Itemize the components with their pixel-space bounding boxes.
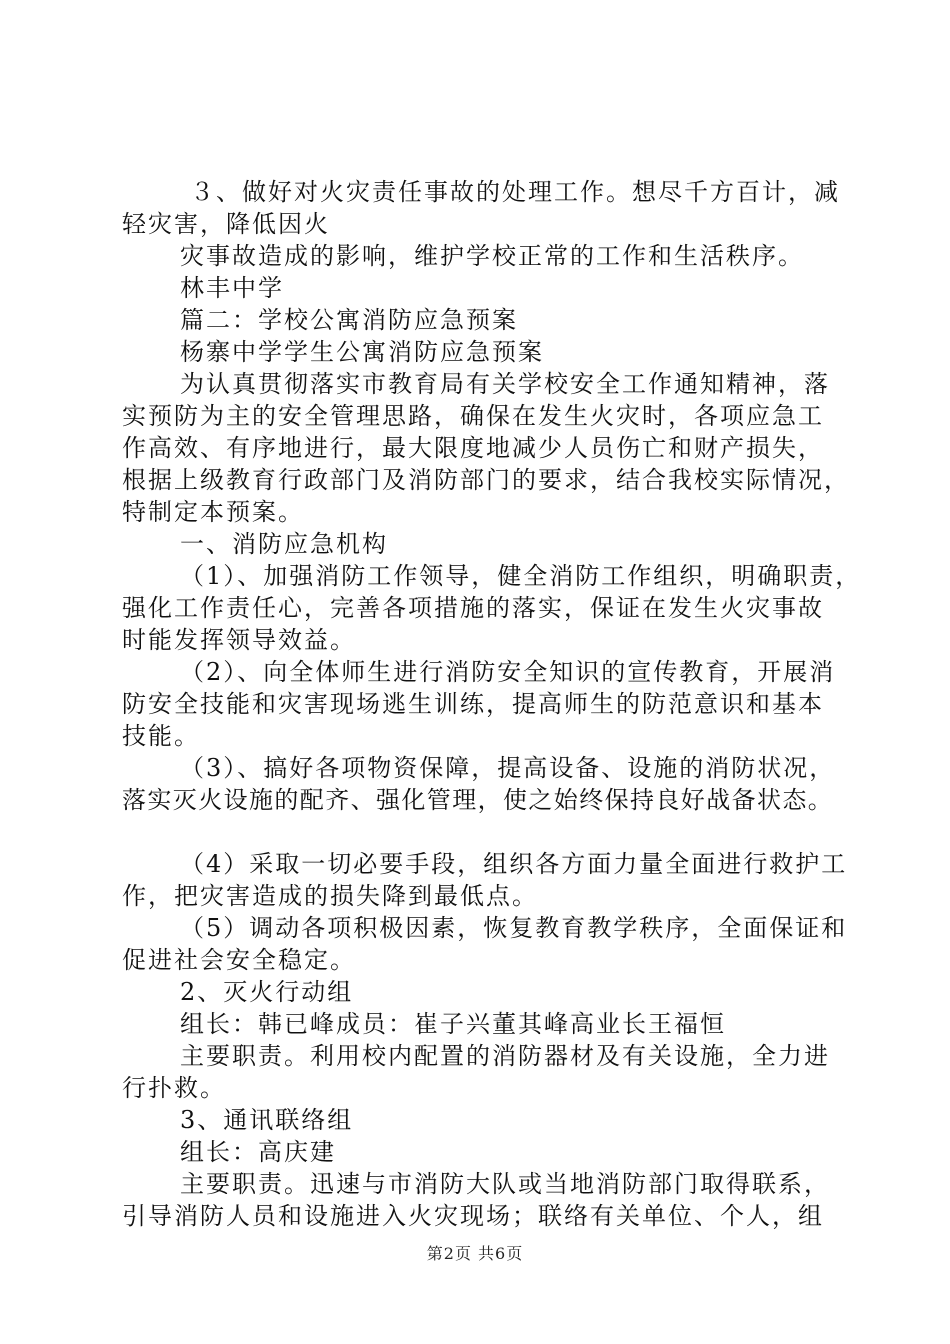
text-line: 特制定本预案。: [122, 498, 304, 526]
text-line: 落实灭火设施的配齐、强化管理，使之始终保持良好战备状态。: [122, 786, 834, 814]
text-line: （3）、搞好各项物资保障，提高设备、设施的消防状况，: [180, 754, 836, 782]
text-line: 灾事故造成的影响，维护学校正常的工作和生活秩序。: [180, 242, 804, 270]
text-line: 作，把灾害造成的损失降到最低点。: [122, 882, 538, 910]
text-line: 组长：韩已峰成员：崔子兴董其峰高业长王福恒: [180, 1010, 726, 1038]
section-heading: 3、通讯联络组: [180, 1106, 354, 1134]
text-line: 行扑救。: [122, 1074, 226, 1102]
text-line: 实预防为主的安全管理思路，确保在发生火灾时，各项应急工: [122, 402, 824, 430]
text-line: 组长：高庆建: [180, 1138, 336, 1166]
text-line: 引导消防人员和设施进入火灾现场；联络有关单位、个人，组: [122, 1202, 824, 1230]
text-line: （1）、加强消防工作领导，健全消防工作组织，明确职责，: [180, 562, 862, 590]
page-number-footer: 第2页 共6页: [426, 1244, 524, 1263]
section-heading: 篇二：学校公寓消防应急预案: [180, 306, 518, 334]
text-line: 主要职责。迅速与市消防大队或当地消防部门取得联系，: [180, 1170, 830, 1198]
text-line: （4）采取一切必要手段，组织各方面力量全面进行救护工: [180, 850, 848, 878]
text-line: 技能。: [122, 722, 200, 750]
text-line: （2）、向全体师生进行消防安全知识的宣传教育，开展消: [180, 658, 836, 686]
text-line: 强化工作责任心，完善各项措施的落实，保证在发生火灾事故: [122, 594, 824, 622]
text-line: 主要职责。利用校内配置的消防器材及有关设施，全力进: [180, 1042, 830, 1070]
text-line: 时能发挥领导效益。: [122, 626, 356, 654]
text-line: 作高效、有序地进行，最大限度地减少人员伤亡和财产损失，: [122, 434, 824, 462]
section-heading: 2、灭火行动组: [180, 978, 354, 1006]
text-line: 促进社会安全稳定。: [122, 946, 356, 974]
text-line: 林丰中学: [180, 274, 284, 302]
text-line: ３、做好对火灾责任事故的处理工作。想尽千方百计，减: [190, 178, 840, 206]
text-line: 根据上级教育行政部门及消防部门的要求，结合我校实际情况，: [122, 466, 850, 494]
document-title: 杨寨中学学生公寓消防应急预案: [180, 338, 544, 366]
text-line: 防安全技能和灾害现场逃生训练，提高师生的防范意识和基本: [122, 690, 824, 718]
text-line: 轻灾害，降低因火: [122, 210, 330, 238]
section-heading: 一、消防应急机构: [180, 530, 388, 558]
text-line: 为认真贯彻落实市教育局有关学校安全工作通知精神，落: [180, 370, 830, 398]
text-line: （5）调动各项积极因素，恢复教育教学秩序，全面保证和: [180, 914, 848, 942]
